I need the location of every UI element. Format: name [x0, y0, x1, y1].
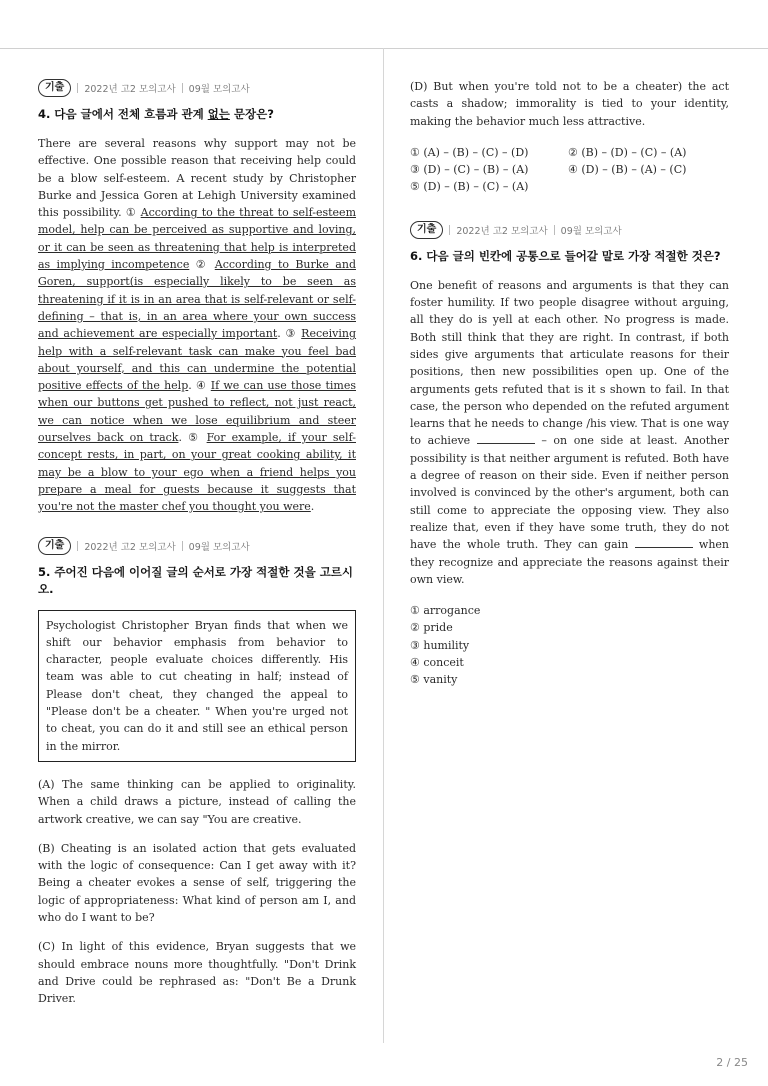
marker-5: ⑤: [188, 431, 201, 445]
marker-2: ②: [195, 258, 209, 272]
choice-3[interactable]: ③ (D) – (C) – (B) – (A): [410, 163, 529, 177]
q6-source: [410, 220, 729, 240]
divider: [182, 83, 183, 93]
q6-options: [410, 602, 729, 688]
q4-title-underlined: 없는: [207, 107, 230, 121]
option-3[interactable]: ③ humility: [410, 638, 470, 652]
right-column: [410, 78, 729, 689]
q5-title: 5. 주어진 다음에 이어질 글의 순서로 가장 적절한 것을 고르시오.: [38, 564, 354, 596]
divider: [182, 541, 183, 551]
source-year: 2022년 고2 모의고사: [84, 84, 176, 95]
divider: [77, 83, 78, 93]
exam-tag: 기출: [410, 221, 443, 239]
option-5[interactable]: ⑤ vanity: [410, 673, 458, 687]
q5-choices: [410, 144, 729, 196]
q5-paragraph-d: (D) But when you're told not to be a cheater) the act casts a shadow; immorality is tied to your identity, making the behavior much less attractive.: [410, 80, 729, 128]
sentence-5: For example, if your self-concept rests, in part, on your great cooking ability, it may be a blow to your ego when a friend helps you prepare a meal for guests because it suggests that you're not the master chef you thought you were: [38, 431, 356, 514]
q5-paragraph-a: (A) The same thinking can be applied to originality. When a child draws a picture, instead of calling the artwork creative, we can say "You are creative.: [38, 777, 356, 826]
left-column: [38, 78, 356, 1019]
choice-4[interactable]: ④ (D) – (B) – (A) – (C): [568, 163, 687, 177]
blank-1: [477, 433, 535, 444]
marker-4: ④: [195, 379, 207, 393]
q6-text-3: when they recognize and appreciate the reasons against their own view.: [410, 538, 729, 586]
source-year: 2022년 고2 모의고사: [84, 541, 176, 553]
divider: [449, 225, 450, 235]
exam-tag: 기출: [38, 79, 71, 97]
blank-2: [635, 537, 693, 548]
marker-3: ③: [285, 327, 297, 341]
marker-1: ①: [125, 206, 137, 220]
q4-title-post: 문장은?: [229, 107, 274, 121]
divider: [554, 225, 555, 235]
sentence-1: According to the threat to self-esteem model, help can be perceived as supportive and loving, or it can be seen as threatening that help is interpreted as implying incompetence: [38, 206, 357, 272]
q4-intro: There are several reasons why support may not be effective. One possible reason that receiving help could be a blow self-esteem. A recent study by Christopher Burke and Jessica Goren at Lehigh University examined this possibility.: [38, 137, 356, 220]
divider: [77, 541, 78, 551]
q4-passage: There are several reasons why support may not be effective. One possible reason that receiving help could be a blow self-esteem. A recent study by Christopher Burke and Jessica Goren at Lehigh University examined this possibility. ① According to the threat to self-esteem model, help can be perceived as supportive and loving, or it can be seen as threatening that help is interpreted as implying incompetence ② According to Burke and Goren, support(is especially likely to be seen as threatening if it is in an area that is self-relevant or self-defining – that is, in an area where your own success and achievement are especially important. ③ Receiving help with a self-relevant task can make you feel bad about yourself, and this can undermine the potential positive effects of the help. ④ If we can use those times when our buttons get pushed to reflect, not just react, we can notice when we lose equilibrium and steer ourselves back on track. ⑤ For example, if your self-concept rests, in part, on your great cooking ability, it may be a blow to your ego when a friend helps you prepare a meal for guests because it suggests that you're not the master chef you thought you were.: [38, 137, 357, 514]
column-divider: [383, 48, 384, 1043]
q5-given-passage: [38, 610, 356, 762]
q4-title-pre: 4. 다음 글에서 전체 흐름과 관계: [38, 107, 208, 121]
q6-text-1: One benefit of reasons and arguments is that they can foster humility. If two people disagree without arguing, all they do is yell at each other. No progress is made. Both still think that they are right. In contrast, if both sides give arguments that articulate reasons for their positions, then new possibilities open up. One of the arguments gets refuted that is it s shown to fail. In that case, the person who depended on the refuted argument learns that he needs to change /his view. That is one way to achieve: [410, 278, 729, 448]
source-month: 09월 모의고사: [560, 225, 622, 237]
source-year: 2022년 고2 모의고사: [456, 225, 548, 237]
option-2[interactable]: ② pride: [410, 621, 453, 635]
choice-2[interactable]: ② (B) – (D) – (C) – (A): [568, 145, 687, 159]
sentence-4: If we can use those times when our buttons get pushed to reflect, not just react, we can notice when we lose equilibrium and steer ourselves back on track: [38, 379, 356, 445]
q4-title: [38, 106, 356, 123]
q5-box-text: Psychologist Christopher Bryan finds that when we shift our behavior emphasis from behavior to character, people evaluate choices differently. His team was able to cut cheating in half; instead of Please don't cheat, they changed the appeal to "Please don't be a cheater. " When you're urged not to cheat, you can do it and still see an ethical person in the mirror.: [46, 618, 348, 753]
sentence-2: According to Burke and Goren, support(is especially likely to be seen as threatening if it is in an area that is self-relevant or self-defining – that is, in an area where your own success and achievement are especially important: [38, 258, 356, 341]
option-4[interactable]: ④ conceit: [410, 656, 464, 670]
q6-text-2: – on one side at least. Another possibility is that neither argument is refuted. Both have a degree of reason on their side. Even if neither person involved is convinced by the other's argument, both can still come to appreciate the opposing view. They also realize that, even if they have some truth, they do not have the whole truth. They can gain: [410, 434, 730, 552]
q5-paragraph-b: (B) Cheating is an isolated action that gets evaluated with the logic of consequence: Can I get away with it? Being a cheater evokes a sense of self, triggering the logic of appropriateness: What kind of person am I, and who do I want to be?: [38, 841, 356, 924]
source-month: 09월 모의고사: [188, 541, 250, 553]
option-1[interactable]: ① arrogance: [410, 604, 481, 618]
sentence-3: Receiving help with a self-relevant task can make you feel bad about yourself, and this can undermine the potential positive effects of the help: [38, 327, 357, 393]
header-rule: [0, 48, 768, 49]
q4-source: [38, 78, 356, 98]
q5-paragraph-c: (C) In light of this evidence, Bryan suggests that we should embrace nouns more thoughtfully. "Don't Drink and Drive could be rephrased as: "Don't Be a Drunk Driver.: [38, 940, 356, 1006]
q6-passage: [410, 277, 729, 588]
choice-5[interactable]: ⑤ (D) – (B) – (C) – (A): [410, 180, 529, 194]
exam-tag: 기출: [38, 537, 71, 555]
page-number: 2 / 25: [716, 1056, 748, 1069]
source-month: 09월 모의고사: [188, 84, 250, 95]
q5-source: [38, 536, 356, 556]
q6-title: 6. 다음 글의 빈칸에 공통으로 들어갈 말로 가장 적절한 것은?: [410, 248, 721, 263]
choice-1[interactable]: ① (A) – (B) – (C) – (D): [410, 145, 529, 159]
